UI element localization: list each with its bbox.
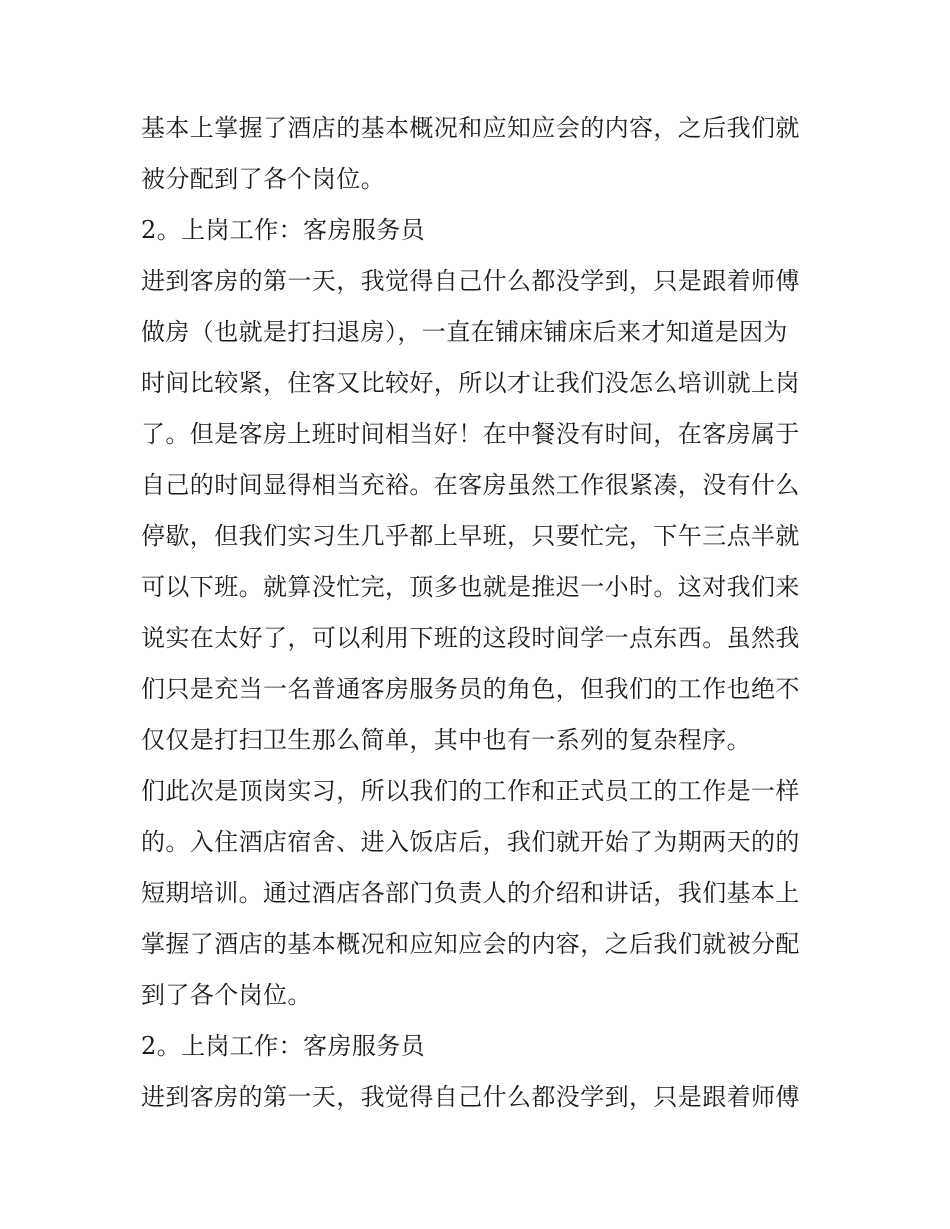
body-text — [141, 103, 821, 1123]
text-line: 了。但是客房上班时间相当好！在中餐没有时间，在客房属于 — [141, 420, 800, 448]
text-line: 做房（也就是打扫退房），一直在铺床铺床后来才知道是因为 — [141, 318, 788, 346]
text-line: 们只是充当一名普通客房服务员的角色，但我们的工作也绝不 — [141, 675, 800, 703]
text-line: 掌握了酒店的基本概况和应知应会的内容，之后我们就被分配 — [141, 930, 800, 958]
text-line: 被分配到了各个岗位。 — [141, 165, 385, 193]
text-line: 的。入住酒店宿舍、进入饭店后，我们就开始了为期两天的的 — [141, 828, 800, 856]
text-line: 停歇，但我们实习生几乎都上早班，只要忙完，下午三点半就 — [141, 522, 800, 550]
section-heading: 2。上岗工作：客房服务员 — [141, 216, 426, 244]
text-line: 说实在太好了，可以利用下班的这段时间学一点东西。虽然我 — [141, 624, 800, 652]
text-line: 基本上掌握了酒店的基本概况和应知应会的内容，之后我们就 — [141, 114, 800, 142]
text-line: 们此次是顶岗实习，所以我们的工作和正式员工的工作是一样 — [141, 777, 800, 805]
text-line: 时间比较紧，住客又比较好，所以才让我们没怎么培训就上岗 — [141, 369, 800, 397]
text-line: 进到客房的第一天，我觉得自己什么都没学到，只是跟着师傅 — [141, 267, 800, 295]
text-line: 自己的时间显得相当充裕。在客房虽然工作很紧凑，没有什么 — [141, 471, 800, 499]
text-line: 可以下班。就算没忙完，顶多也就是推迟一小时。这对我们来 — [141, 573, 800, 601]
section-heading: 2。上岗工作：客房服务员 — [141, 1032, 426, 1060]
text-line: 仅仅是打扫卫生那么简单，其中也有一系列的复杂程序。 — [141, 726, 751, 754]
text-line: 进到客房的第一天，我觉得自己什么都没学到，只是跟着师傅 — [141, 1083, 800, 1111]
text-line: 短期培训。通过酒店各部门负责人的介绍和讲话，我们基本上 — [141, 879, 800, 907]
text-line: 到了各个岗位。 — [141, 981, 312, 1009]
